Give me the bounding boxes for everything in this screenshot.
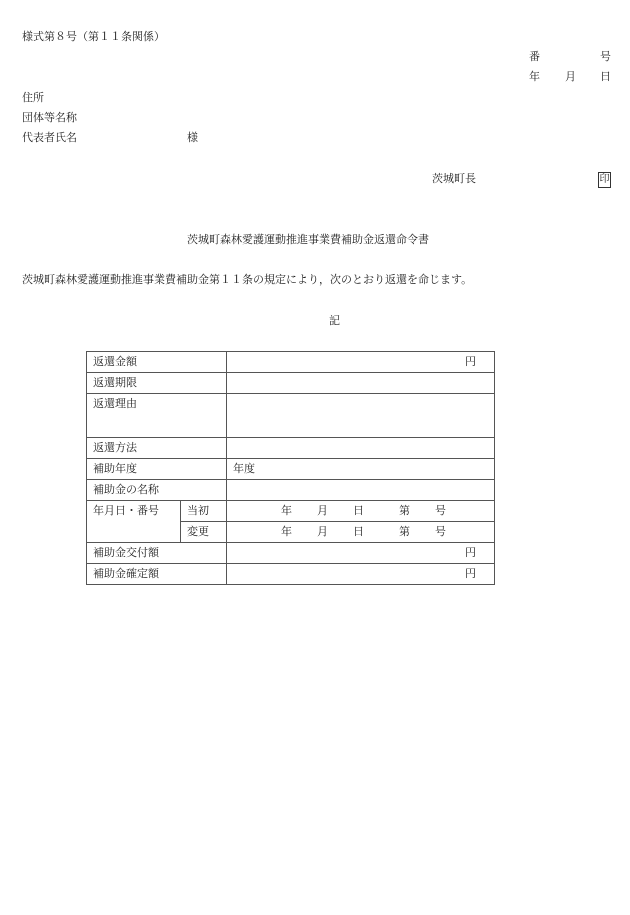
row-label: 年月日・番号 — [87, 501, 181, 543]
grant-amount-field[interactable]: 円 — [227, 543, 495, 564]
table-row — [87, 352, 495, 373]
issuer-title: 茨城町長 — [432, 172, 476, 185]
return-amount-field[interactable]: 円 — [227, 352, 495, 373]
form-number: 様式第８号（第１１条関係） — [22, 30, 165, 43]
row-label: 補助年度 — [87, 459, 227, 480]
ref-ban: 番 — [529, 50, 540, 63]
row-label: 補助金確定額 — [87, 564, 227, 585]
grant-name-field[interactable] — [227, 480, 495, 501]
honorific: 様 — [187, 131, 198, 144]
sub-label-initial: 当初 — [181, 501, 227, 522]
table-row — [87, 501, 495, 522]
address-label: 住所 — [22, 91, 44, 104]
seal-mark: 印 — [598, 172, 611, 188]
table-row — [87, 438, 495, 459]
row-label: 返還理由 — [87, 394, 227, 438]
table-row — [87, 564, 495, 585]
row-label: 返還金額 — [87, 352, 227, 373]
grant-year-field[interactable]: 年度 — [227, 459, 495, 480]
date-day: 日 — [600, 70, 611, 83]
document-title: 茨城町森林愛護運動推進事業費補助金返還命令書 — [187, 233, 429, 246]
table-row — [87, 373, 495, 394]
table-row — [87, 480, 495, 501]
change-date-number-field[interactable] — [227, 522, 495, 543]
return-reason-field[interactable] — [227, 394, 495, 438]
year-unit: 年 — [281, 525, 292, 538]
return-deadline-field[interactable] — [227, 373, 495, 394]
row-label: 補助金の名称 — [87, 480, 227, 501]
body-text: 茨城町森林愛護運動推進事業費補助金第１１条の規定により，次のとおり返還を命じます。 — [22, 273, 473, 286]
ki-heading: 記 — [329, 314, 340, 327]
return-order-table — [86, 351, 495, 585]
day-unit: 日 — [353, 504, 364, 517]
date-year: 年 — [529, 70, 540, 83]
go-unit: 号 — [435, 525, 446, 538]
sub-label-change: 変更 — [181, 522, 227, 543]
day-unit: 日 — [353, 525, 364, 538]
initial-date-number-field[interactable] — [227, 501, 495, 522]
table-row — [87, 543, 495, 564]
table-row — [87, 394, 495, 438]
month-unit: 月 — [317, 525, 328, 538]
go-unit: 号 — [435, 504, 446, 517]
row-label: 返還方法 — [87, 438, 227, 459]
row-label: 補助金交付額 — [87, 543, 227, 564]
row-label: 返還期限 — [87, 373, 227, 394]
dai-unit: 第 — [399, 504, 410, 517]
date-month: 月 — [565, 70, 576, 83]
dai-unit: 第 — [399, 525, 410, 538]
rep-label: 代表者氏名 — [22, 131, 77, 144]
table-row — [87, 459, 495, 480]
org-label: 団体等名称 — [22, 111, 77, 124]
return-method-field[interactable] — [227, 438, 495, 459]
year-unit: 年 — [281, 504, 292, 517]
confirmed-amount-field[interactable]: 円 — [227, 564, 495, 585]
ref-go: 号 — [600, 50, 611, 63]
month-unit: 月 — [317, 504, 328, 517]
